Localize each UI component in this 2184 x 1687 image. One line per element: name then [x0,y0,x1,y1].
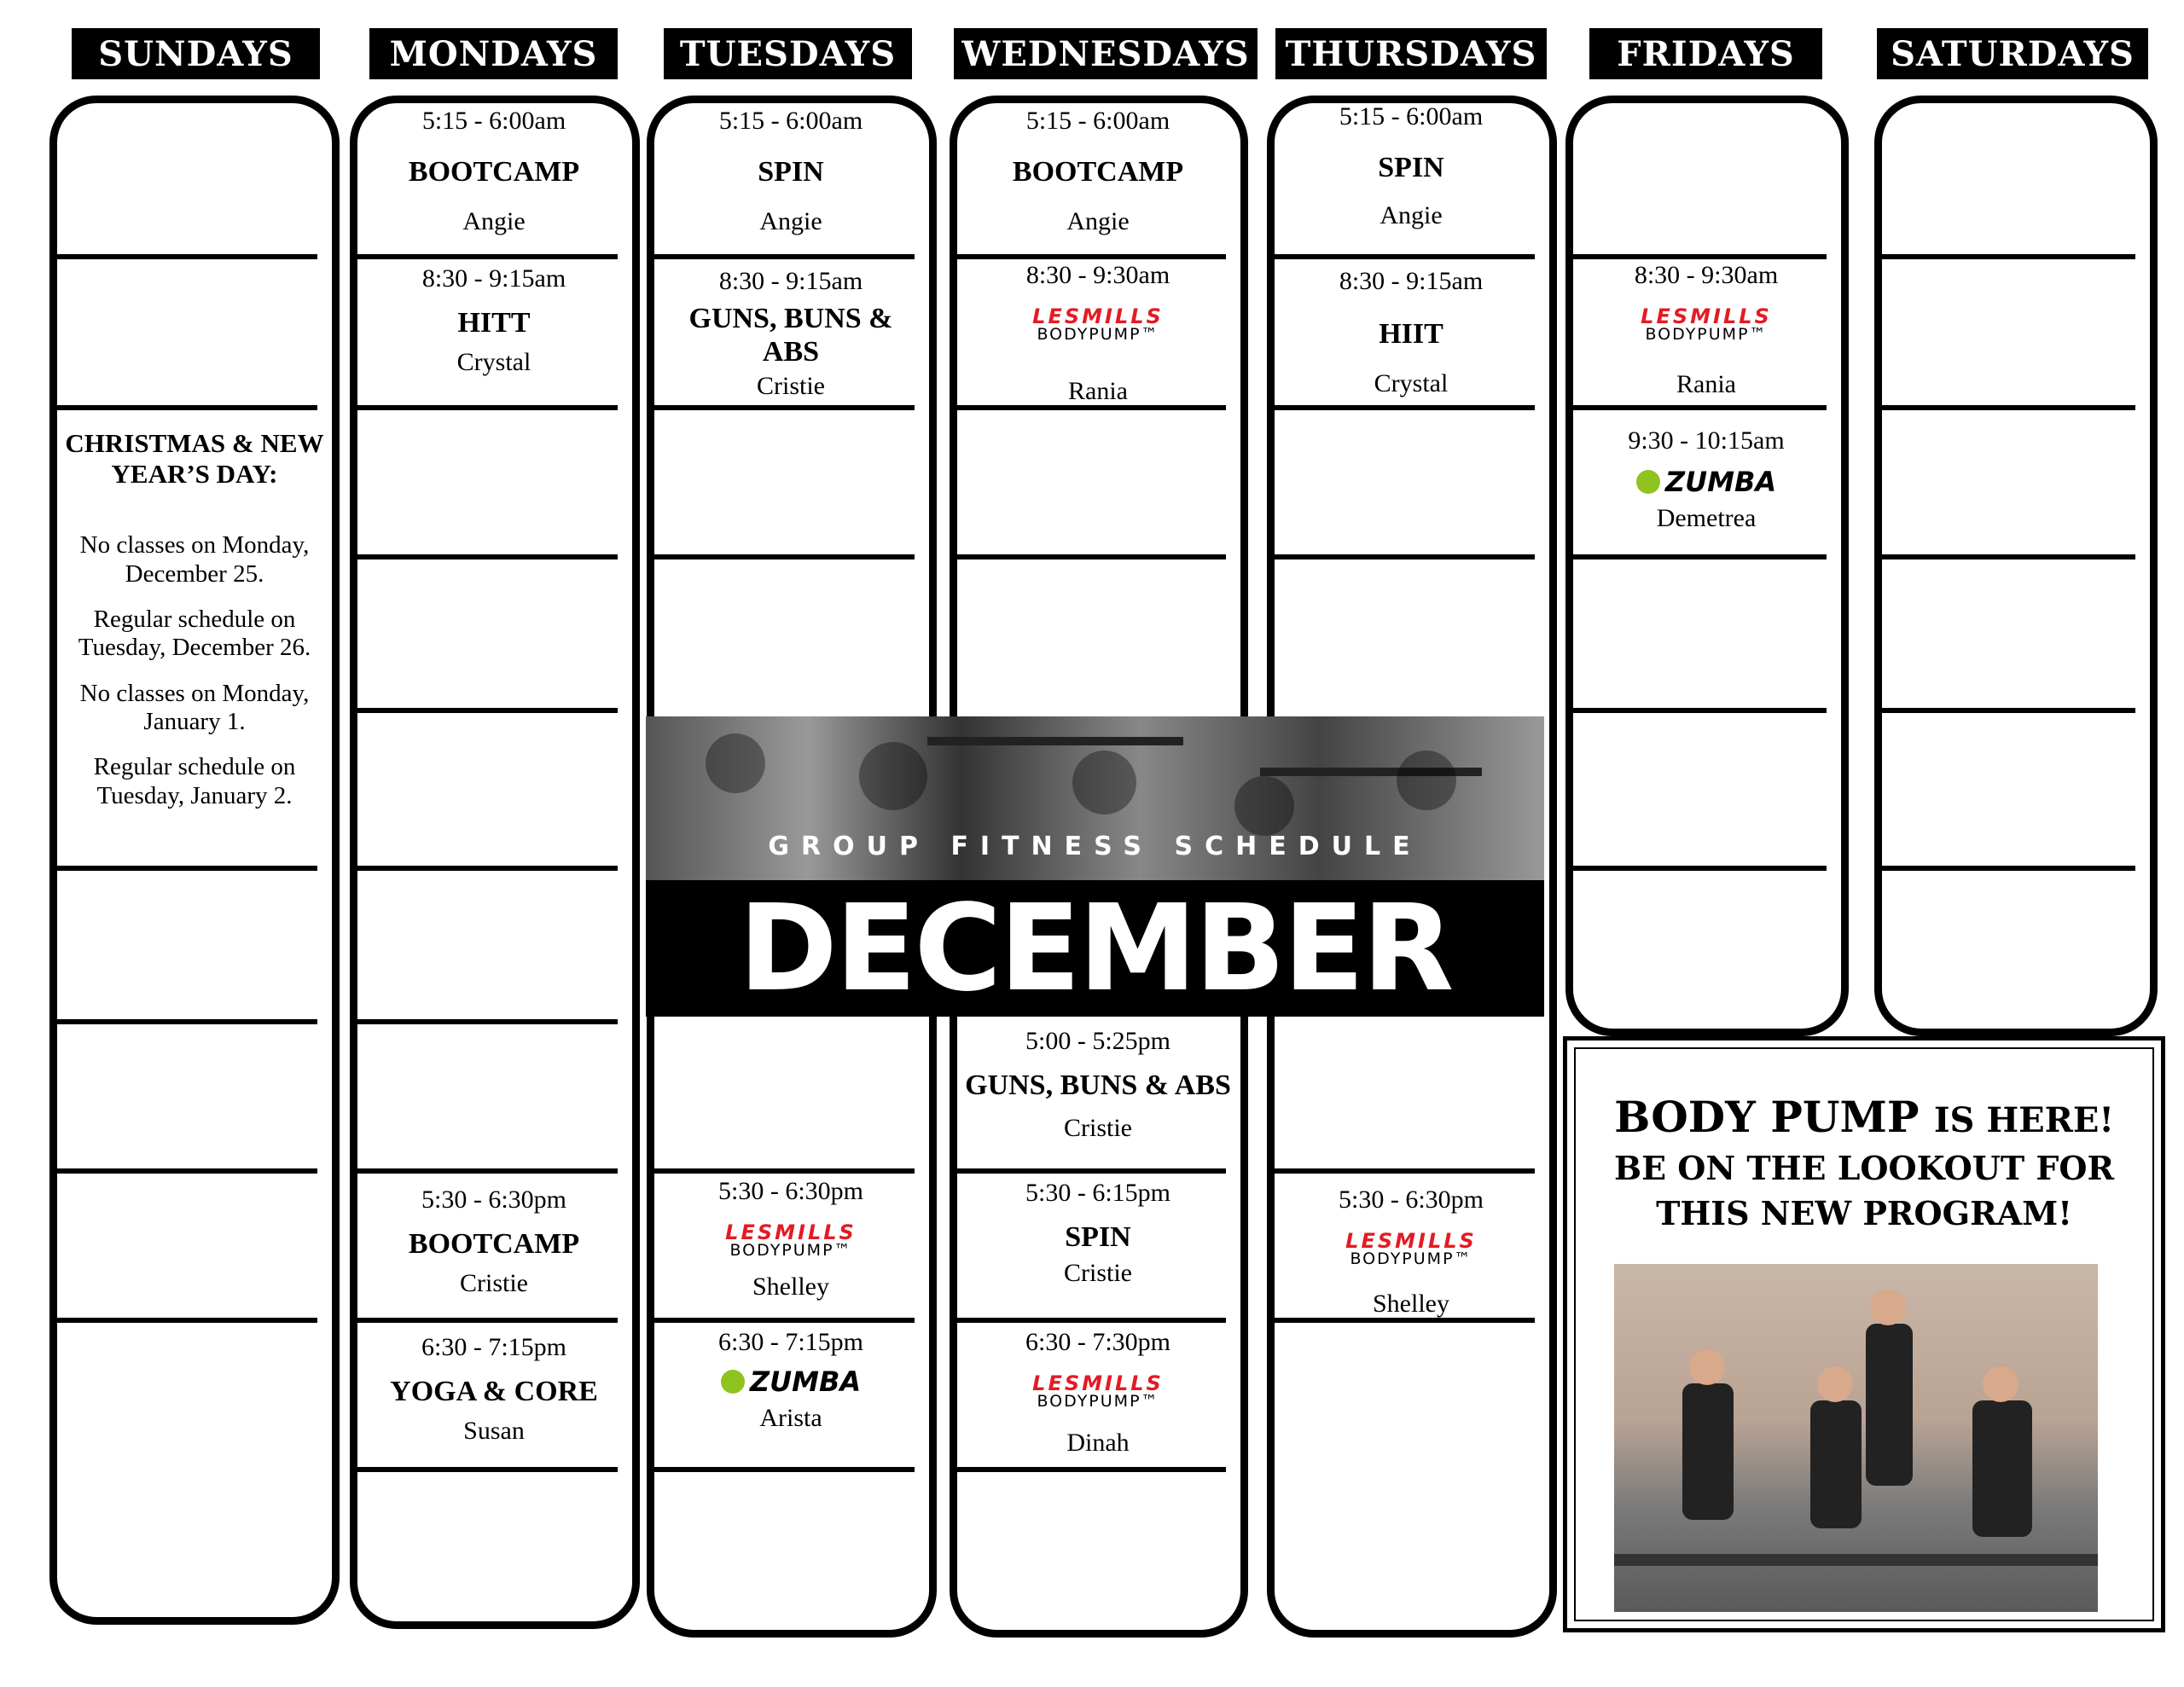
row-divider [56,1318,317,1323]
class-slot: 8:30 - 9:30am LESMILLS BODYPUMP™ Rania [1634,261,1779,398]
row-divider [1881,405,2135,410]
row-divider [357,866,618,871]
column-sunday [49,96,340,1625]
row-divider [653,554,915,559]
class-slot: 5:30 - 6:15pm SPIN Cristie [1025,1179,1170,1287]
row-divider [956,1467,1226,1472]
class-slot: 5:30 - 6:30pm LESMILLS BODYPUMP™ Shelley [1339,1186,1484,1318]
column-friday [1565,96,1849,1036]
zumba-logo: ZUMBA [721,1368,861,1395]
lesmills-bodypump-logo: LESMILLS BODYPUMP™ [1641,304,1772,344]
holiday-note [58,428,331,827]
row-divider [56,866,317,871]
class-slot: 5:30 - 6:30pm LESMILLS BODYPUMP™ Shelley [718,1177,863,1301]
bodypump-class-photo [1614,1264,2098,1612]
class-slot: 8:30 - 9:15am GUNS, BUNS & ABS Cristie [688,267,893,400]
row-divider [1881,554,2135,559]
row-divider [956,1168,1226,1174]
row-divider [357,554,618,559]
day-header-sunday: SUNDAYS [72,28,320,79]
row-divider [357,1318,618,1323]
class-slot: 9:30 - 10:15am ZUMBA Demetrea [1628,426,1785,532]
row-divider [1274,1168,1535,1174]
row-divider [56,1019,317,1024]
class-slot: 6:30 - 7:15pm ZUMBA Arista [718,1328,863,1432]
lesmills-bodypump-logo: LESMILLS BODYPUMP™ [725,1220,857,1260]
holiday-line: No classes on Monday, January 1. [79,679,310,735]
row-divider [653,254,915,259]
class-slot: 5:00 - 5:25pm GUNS, BUNS & ABS Cristie [965,1027,1231,1142]
class-slot: 5:15 - 6:00am BOOTCAMP Angie [408,107,580,235]
promo-headline-suffix: IS HERE! [1933,1100,2114,1140]
row-divider [56,254,317,259]
row-divider [1881,708,2135,713]
zumba-logo: ZUMBA [1636,468,1776,496]
holiday-line: Regular schedule on Tuesday, January 2. [93,753,296,809]
row-divider [956,1318,1226,1323]
day-header-thursday: THURSDAYS [1275,28,1547,79]
class-slot: 5:15 - 6:00am SPIN Angie [718,107,863,235]
row-divider [653,405,915,410]
row-divider [956,554,1226,559]
column-saturday [1874,96,2158,1036]
banner-subtitle: GROUP FITNESS SCHEDULE [768,832,1422,861]
promo-headline: BODY PUMP [1614,1092,1920,1142]
lesmills-bodypump-logo: LESMILLS BODYPUMP™ [1032,304,1164,344]
row-divider [1274,254,1535,259]
promo-line: BE ON THE LOOKOUT FOR [1613,1149,2115,1187]
row-divider [1572,554,1827,559]
row-divider [653,1318,915,1323]
lesmills-bodypump-logo: LESMILLS BODYPUMP™ [1345,1228,1477,1268]
row-divider [357,708,618,713]
class-slot: 8:30 - 9:15am HIIT Crystal [1339,267,1484,397]
row-divider [1881,866,2135,871]
promo-line: THIS NEW PROGRAM! [1656,1194,2072,1232]
promo-box [1563,1036,2165,1632]
day-header-monday: MONDAYS [369,28,618,79]
row-divider [1572,866,1827,871]
row-divider [56,405,317,410]
row-divider [357,254,618,259]
row-divider [56,1168,317,1174]
row-divider [1274,405,1535,410]
row-divider [1572,708,1827,713]
row-divider [1881,254,2135,259]
row-divider [357,1168,618,1174]
day-header-saturday: SATURDAYS [1877,28,2148,79]
holiday-line: No classes on Monday, December 25. [79,531,310,588]
day-header-tuesday: TUESDAYS [664,28,912,79]
lesmills-bodypump-logo: LESMILLS BODYPUMP™ [1032,1371,1164,1411]
month-title: DECEMBER [646,880,1544,1017]
class-slot: 5:30 - 6:30pm BOOTCAMP Cristie [408,1186,580,1297]
row-divider [1274,554,1535,559]
row-divider [1572,254,1827,259]
row-divider [653,1168,915,1174]
day-header-friday: FRIDAYS [1589,28,1822,79]
row-divider [956,254,1226,259]
row-divider [653,1467,915,1472]
class-slot: 6:30 - 7:15pm YOGA & CORE Susan [390,1333,598,1445]
class-slot: 5:15 - 6:00am BOOTCAMP Angie [1012,107,1184,235]
class-slot: 6:30 - 7:30pm LESMILLS BODYPUMP™ Dinah [1025,1328,1170,1457]
class-slot: 8:30 - 9:30am LESMILLS BODYPUMP™ Rania [1025,261,1170,405]
row-divider [357,1467,618,1472]
group-fitness-photo-banner [646,716,1544,880]
holiday-title: CHRISTMAS & NEW YEAR’S DAY: [65,428,324,489]
holiday-line: Regular schedule on Tuesday, December 26. [78,605,311,662]
row-divider [357,405,618,410]
row-divider [1572,405,1827,410]
day-header-wednesday: WEDNESDAYS [954,28,1258,79]
class-slot: 8:30 - 9:15am HITT Crystal [421,264,566,376]
row-divider [357,1019,618,1024]
class-slot: 5:15 - 6:00am SPIN Angie [1339,102,1484,229]
